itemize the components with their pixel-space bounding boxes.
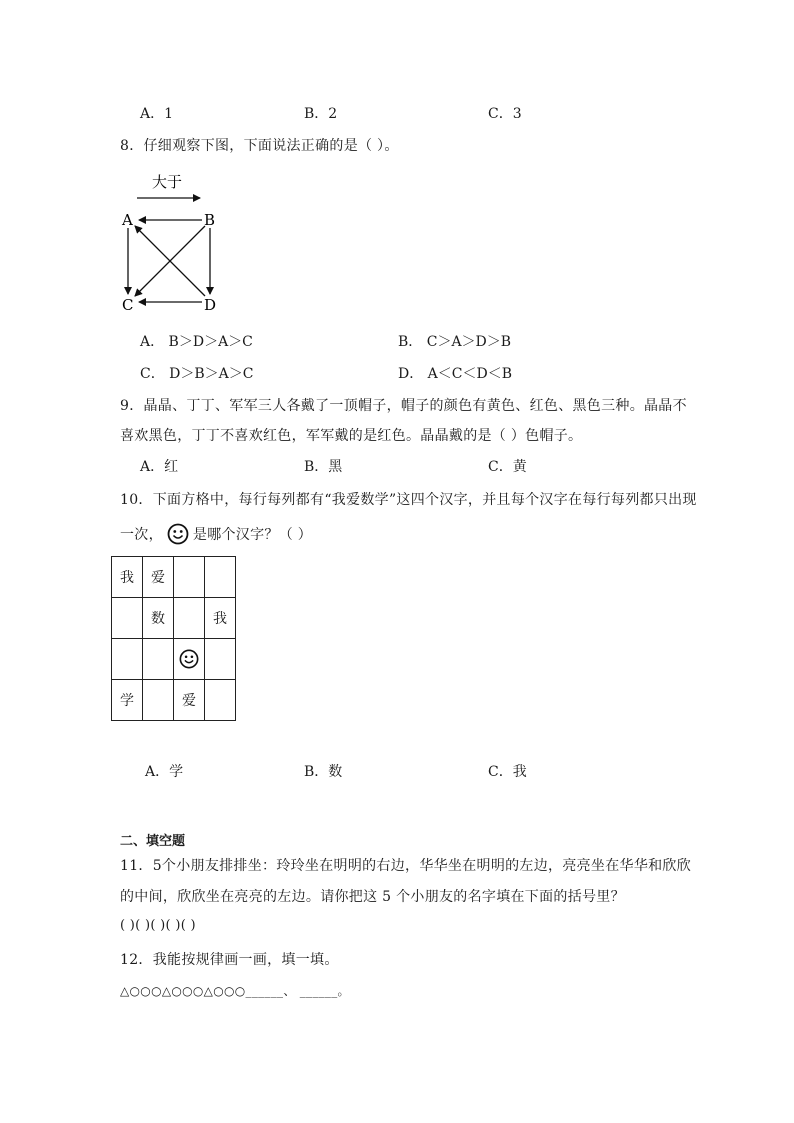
grid-row	[112, 639, 236, 680]
q10-option-b: B．数	[304, 764, 343, 780]
diagram-legend: 大于	[152, 173, 183, 191]
q7-option-a: A．1	[140, 106, 174, 122]
grid-cell-smiley	[174, 639, 205, 680]
node-c: C	[122, 296, 134, 313]
grid-cell	[174, 598, 205, 639]
grid-cell	[205, 557, 236, 598]
node-a: A	[122, 211, 133, 229]
q9-line-1: 9．晶晶、丁丁、军军三人各戴了一顶帽子，帽子的颜色有黄色、红色、黑色三种。晶晶不	[120, 398, 687, 414]
grid-cell: 爱	[143, 557, 174, 598]
node-b: B	[204, 211, 216, 229]
grid-row	[112, 598, 236, 639]
q12-line-1: 12．我能按规律画一画，填一填。	[120, 952, 339, 968]
q8-option-d: D． A＜C＜D＜B	[398, 366, 513, 382]
grid-cell	[205, 639, 236, 680]
node-d: D	[204, 296, 217, 313]
q11-line-1: 11．5个小朋友排排坐：玲玲坐在明明的右边，华华坐在明明的左边，亮亮坐在华华和欣欣	[120, 858, 692, 874]
grid-cell: 我	[205, 598, 236, 639]
q10-option-c: C．我	[488, 764, 527, 780]
grid-row	[112, 557, 236, 598]
q8-question: 8．仔细观察下图，下面说法正确的是（ ）。	[120, 138, 399, 154]
q10-line-2	[120, 523, 312, 545]
grid-cell	[112, 639, 143, 680]
smiley-icon	[167, 523, 189, 545]
q8-option-a: A． B＞D＞A＞C	[140, 334, 253, 350]
grid-row	[112, 680, 236, 721]
grid-cell	[205, 680, 236, 721]
grid-cell	[143, 680, 174, 721]
section-title: 二、填空题	[120, 834, 186, 849]
hanzi-grid	[111, 556, 236, 721]
q8-diagram	[115, 168, 245, 313]
smiley-icon	[179, 649, 199, 669]
grid-cell: 数	[143, 598, 174, 639]
q9-option-a: A．红	[140, 459, 179, 475]
grid-cell	[112, 598, 143, 639]
q11-answer-brackets: ( )( )( )( )( )	[120, 918, 196, 933]
q7-option-b: B．2	[304, 106, 338, 122]
q8-option-c: C． D＞B＞A＞C	[140, 366, 254, 382]
grid-cell: 学	[112, 680, 143, 721]
q7-option-c: C．3	[488, 106, 522, 122]
q10-line-1: 10．下面方格中，每行每列都有“我爱数学”这四个汉字，并且每个汉字在每行每列都只出现	[120, 492, 697, 508]
q10-line-2-prefix: 一次，	[120, 527, 163, 543]
grid-cell	[174, 557, 205, 598]
q9-option-c: C．黄	[488, 459, 527, 475]
q9-line-2: 喜欢黑色，丁丁不喜欢红色，军军戴的是红色。晶晶戴的是（ ）色帽子。	[120, 428, 583, 444]
q10-line-2-suffix: 是哪个汉字？（ ）	[192, 527, 313, 543]
grid-cell: 爱	[174, 680, 205, 721]
q8-option-b: B． C＞A＞D＞B	[398, 334, 512, 350]
q9-option-b: B．黑	[304, 459, 343, 475]
q11-line-2: 的中间，欣欣坐在亮亮的左边。请你把这 5 个小朋友的名字填在下面的括号里？	[120, 889, 625, 905]
q10-option-a: A．学	[145, 764, 184, 780]
q12-pattern: △○○○△○○○△○○○______、 ______。	[120, 984, 350, 998]
grid-cell	[143, 639, 174, 680]
grid-cell: 我	[112, 557, 143, 598]
